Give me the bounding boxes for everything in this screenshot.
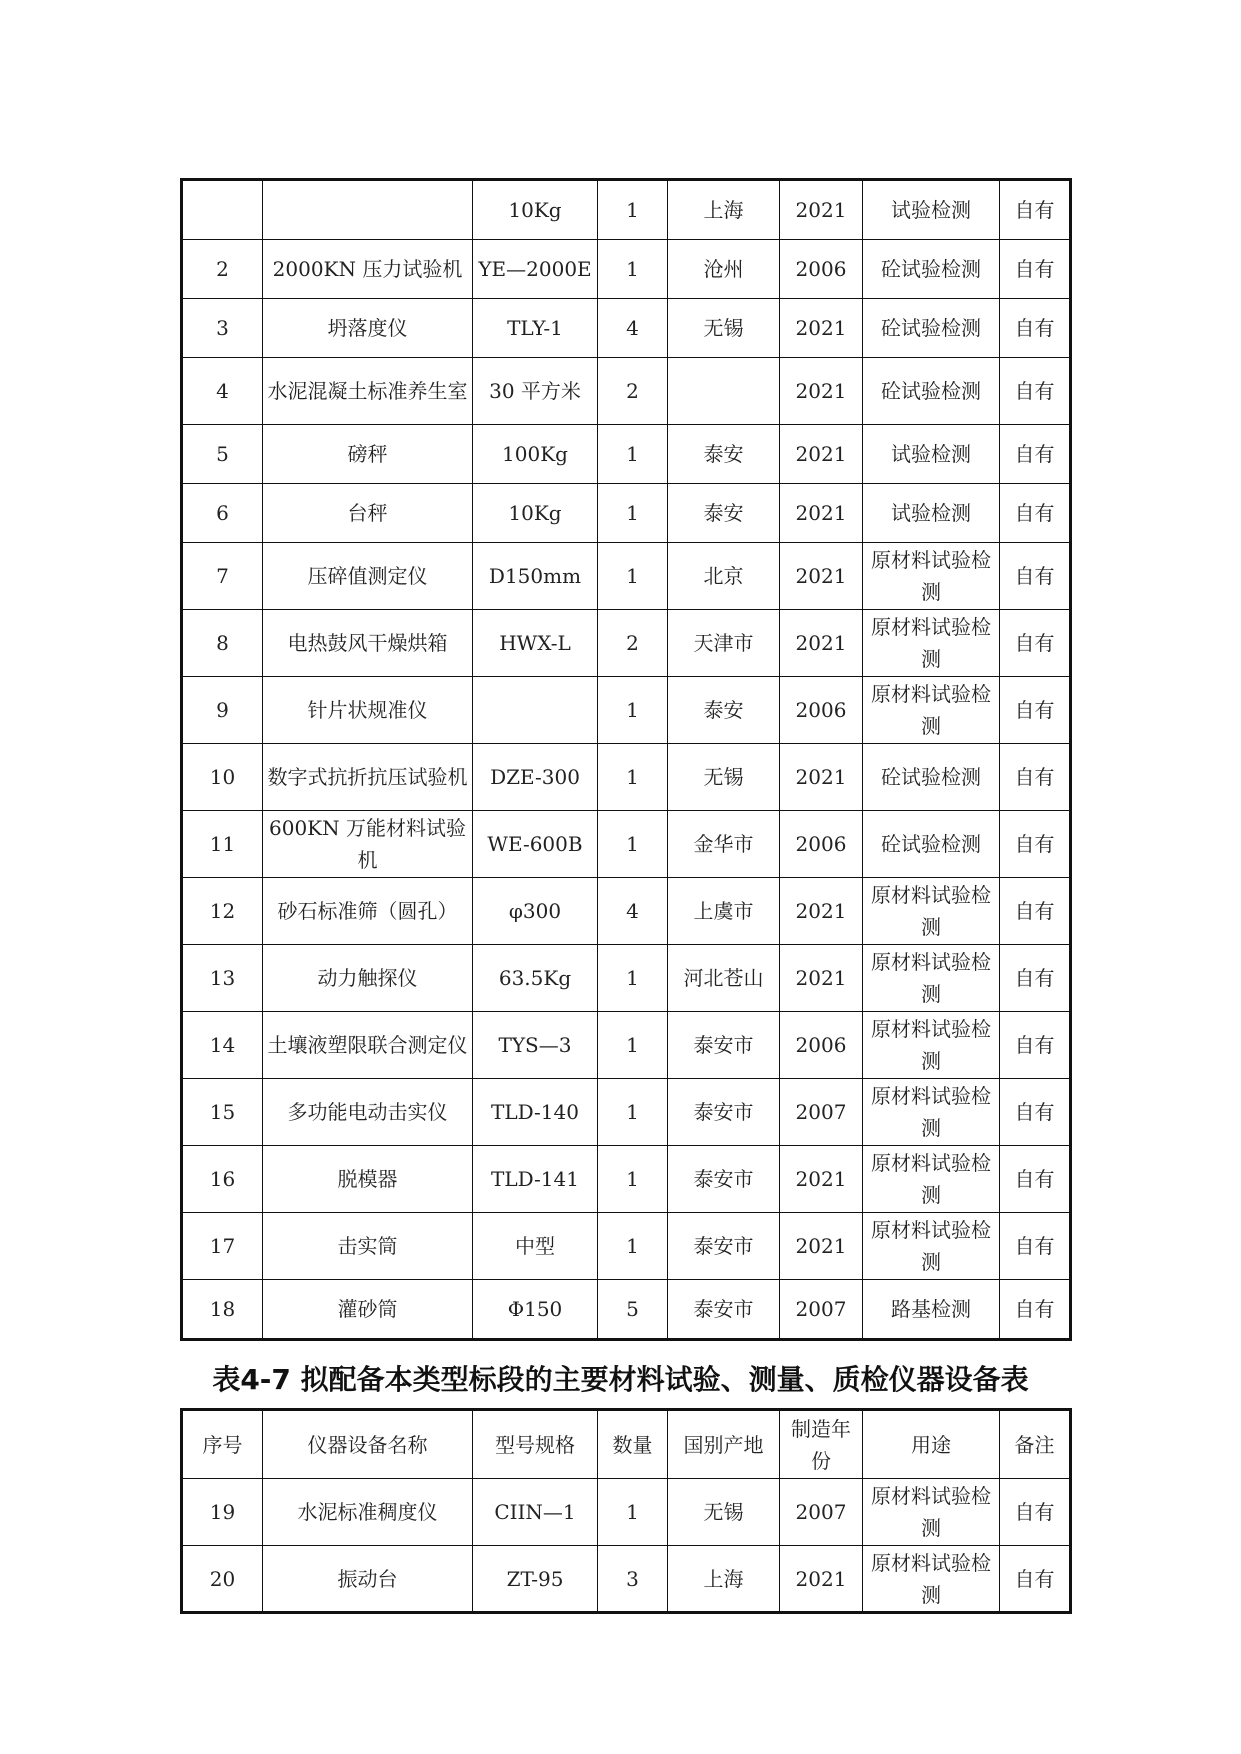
cell-name: 台秤 [263,484,473,543]
cell-index: 14 [182,1012,263,1079]
cell-index: 11 [182,811,263,878]
cell-purpose: 原材料试验检测 [863,543,1000,610]
cell-purpose: 原材料试验检测 [863,1079,1000,1146]
cell-remark: 自有 [1000,677,1071,744]
table-row [182,945,1071,1012]
table-row [182,878,1071,945]
equipment-table-continued [180,178,1072,1341]
cell-purpose: 原材料试验检测 [863,1012,1000,1079]
table-row [182,610,1071,677]
cell-name: 数字式抗折抗压试验机 [263,744,473,811]
cell-quantity: 1 [598,425,668,484]
cell-origin: 无锡 [668,1479,780,1546]
cell-origin: 泰安市 [668,1079,780,1146]
cell-name: 600KN 万能材料试验机 [263,811,473,878]
cell-origin: 泰安市 [668,1012,780,1079]
cell-model: HWX-L [473,610,598,677]
cell-index: 13 [182,945,263,1012]
cell-model [473,677,598,744]
cell-index: 17 [182,1213,263,1280]
table-row [182,358,1071,425]
cell-year: 2006 [780,677,863,744]
cell-index: 5 [182,425,263,484]
cell-remark: 自有 [1000,1146,1071,1213]
cell-year: 2021 [780,945,863,1012]
cell-quantity: 1 [598,744,668,811]
cell-quantity: 1 [598,945,668,1012]
table-row [182,484,1071,543]
cell-quantity: 1 [598,1079,668,1146]
equipment-table [180,1408,1072,1614]
cell-origin [668,358,780,425]
cell-remark: 自有 [1000,1079,1071,1146]
cell-name: 土壤液塑限联合测定仪 [263,1012,473,1079]
cell-purpose: 原材料试验检测 [863,1546,1000,1613]
cell-purpose: 原材料试验检测 [863,1146,1000,1213]
cell-year: 2021 [780,1213,863,1280]
table-row [182,1079,1071,1146]
cell-index: 7 [182,543,263,610]
cell-remark: 自有 [1000,180,1071,240]
cell-year: 2021 [780,543,863,610]
cell-index: 9 [182,677,263,744]
cell-remark: 自有 [1000,610,1071,677]
cell-purpose: 砼试验检测 [863,358,1000,425]
cell-index: 4 [182,358,263,425]
cell-year: 2021 [780,744,863,811]
cell-year: 2021 [780,180,863,240]
cell-purpose: 砼试验检测 [863,811,1000,878]
table-row [182,1479,1071,1546]
cell-origin: 北京 [668,543,780,610]
cell-name: 振动台 [263,1546,473,1613]
table-row [182,1146,1071,1213]
cell-index: 18 [182,1280,263,1340]
cell-origin: 金华市 [668,811,780,878]
cell-year: 2021 [780,878,863,945]
cell-year: 2021 [780,610,863,677]
cell-remark: 自有 [1000,1012,1071,1079]
header-name: 仪器设备名称 [263,1410,473,1479]
header-purpose: 用途 [863,1410,1000,1479]
cell-name: 磅秤 [263,425,473,484]
cell-year: 2006 [780,240,863,299]
table-row [182,240,1071,299]
cell-quantity: 1 [598,240,668,299]
cell-remark: 自有 [1000,1280,1071,1340]
cell-origin: 泰安市 [668,1213,780,1280]
cell-year: 2021 [780,358,863,425]
cell-quantity: 5 [598,1280,668,1340]
cell-purpose: 原材料试验检测 [863,1479,1000,1546]
cell-quantity: 1 [598,1213,668,1280]
table-row [182,744,1071,811]
cell-model: WE-600B [473,811,598,878]
cell-quantity: 1 [598,677,668,744]
cell-model: YE—2000E [473,240,598,299]
cell-index: 3 [182,299,263,358]
cell-index [182,180,263,240]
table-row [182,811,1071,878]
header-origin: 国别产地 [668,1410,780,1479]
cell-year: 2007 [780,1479,863,1546]
cell-year: 2006 [780,1012,863,1079]
table-row [182,1546,1071,1613]
cell-model: CIIN—1 [473,1479,598,1546]
cell-remark: 自有 [1000,1479,1071,1546]
table-title: 表4-7 拟配备本类型标段的主要材料试验、测量、质检仪器设备表 [212,1363,1029,1396]
cell-model: DZE-300 [473,744,598,811]
cell-index: 6 [182,484,263,543]
cell-year: 2021 [780,425,863,484]
cell-origin: 上海 [668,180,780,240]
cell-remark: 自有 [1000,1213,1071,1280]
cell-purpose: 试验检测 [863,425,1000,484]
cell-model: 30 平方米 [473,358,598,425]
cell-origin: 河北苍山 [668,945,780,1012]
cell-origin: 泰安 [668,677,780,744]
cell-year: 2021 [780,484,863,543]
cell-index: 10 [182,744,263,811]
table-row [182,180,1071,240]
cell-remark: 自有 [1000,811,1071,878]
cell-year: 2021 [780,299,863,358]
cell-purpose: 路基检测 [863,1280,1000,1340]
cell-remark: 自有 [1000,240,1071,299]
cell-origin: 无锡 [668,299,780,358]
cell-quantity: 1 [598,1146,668,1213]
cell-quantity: 1 [598,1479,668,1546]
cell-quantity: 1 [598,180,668,240]
cell-quantity: 4 [598,299,668,358]
cell-index: 20 [182,1546,263,1613]
cell-quantity: 1 [598,811,668,878]
cell-quantity: 1 [598,543,668,610]
header-row [182,1410,1071,1479]
cell-quantity: 2 [598,610,668,677]
cell-name: 砂石标准筛（圆孔） [263,878,473,945]
cell-year: 2007 [780,1079,863,1146]
cell-purpose: 原材料试验检测 [863,677,1000,744]
cell-name: 击实筒 [263,1213,473,1280]
cell-origin: 泰安 [668,425,780,484]
cell-model: ZT-95 [473,1546,598,1613]
cell-model: 63.5Kg [473,945,598,1012]
cell-name: 压碎值测定仪 [263,543,473,610]
cell-model: TLD-140 [473,1079,598,1146]
header-remark: 备注 [1000,1410,1071,1479]
table-row [182,677,1071,744]
cell-quantity: 1 [598,484,668,543]
cell-remark: 自有 [1000,299,1071,358]
cell-quantity: 4 [598,878,668,945]
cell-year: 2021 [780,1146,863,1213]
table-row [182,1280,1071,1340]
table-row [182,543,1071,610]
cell-origin: 泰安市 [668,1146,780,1213]
cell-remark: 自有 [1000,543,1071,610]
cell-purpose: 试验检测 [863,180,1000,240]
cell-remark: 自有 [1000,425,1071,484]
cell-model: 中型 [473,1213,598,1280]
header-year: 制造年份 [780,1410,863,1479]
cell-origin: 上海 [668,1546,780,1613]
cell-index: 8 [182,610,263,677]
table-row [182,299,1071,358]
cell-index: 2 [182,240,263,299]
cell-name: 坍落度仪 [263,299,473,358]
cell-origin: 沧州 [668,240,780,299]
cell-purpose: 原材料试验检测 [863,610,1000,677]
cell-name: 2000KN 压力试验机 [263,240,473,299]
cell-purpose: 原材料试验检测 [863,945,1000,1012]
cell-remark: 自有 [1000,945,1071,1012]
header-model: 型号规格 [473,1410,598,1479]
cell-index: 12 [182,878,263,945]
cell-model: TLD-141 [473,1146,598,1213]
cell-quantity: 2 [598,358,668,425]
cell-origin: 泰安 [668,484,780,543]
cell-origin: 天津市 [668,610,780,677]
cell-purpose: 砼试验检测 [863,240,1000,299]
cell-year: 2006 [780,811,863,878]
cell-purpose: 砼试验检测 [863,299,1000,358]
cell-name [263,180,473,240]
cell-index: 16 [182,1146,263,1213]
cell-purpose: 原材料试验检测 [863,878,1000,945]
table-row [182,425,1071,484]
cell-index: 15 [182,1079,263,1146]
table-row [182,1012,1071,1079]
cell-model: D150mm [473,543,598,610]
cell-index: 19 [182,1479,263,1546]
cell-origin: 上虞市 [668,878,780,945]
cell-purpose: 砼试验检测 [863,744,1000,811]
cell-model: Φ150 [473,1280,598,1340]
header-quantity: 数量 [598,1410,668,1479]
cell-remark: 自有 [1000,484,1071,543]
cell-name: 多功能电动击实仪 [263,1079,473,1146]
cell-remark: 自有 [1000,744,1071,811]
cell-name: 水泥标准稠度仪 [263,1479,473,1546]
cell-model: TLY-1 [473,299,598,358]
cell-year: 2007 [780,1280,863,1340]
cell-model: 100Kg [473,425,598,484]
cell-name: 水泥混凝土标准养生室 [263,358,473,425]
cell-name: 脱模器 [263,1146,473,1213]
cell-quantity: 3 [598,1546,668,1613]
cell-model: TYS—3 [473,1012,598,1079]
cell-remark: 自有 [1000,878,1071,945]
header-index: 序号 [182,1410,263,1479]
cell-origin: 无锡 [668,744,780,811]
cell-remark: 自有 [1000,358,1071,425]
cell-name: 动力触探仪 [263,945,473,1012]
cell-model: 10Kg [473,180,598,240]
cell-model: 10Kg [473,484,598,543]
cell-name: 灌砂筒 [263,1280,473,1340]
cell-name: 电热鼓风干燥烘箱 [263,610,473,677]
cell-year: 2021 [780,1546,863,1613]
cell-model: φ300 [473,878,598,945]
cell-remark: 自有 [1000,1546,1071,1613]
cell-purpose: 试验检测 [863,484,1000,543]
cell-name: 针片状规准仪 [263,677,473,744]
cell-quantity: 1 [598,1012,668,1079]
cell-purpose: 原材料试验检测 [863,1213,1000,1280]
cell-origin: 泰安市 [668,1280,780,1340]
table-row [182,1213,1071,1280]
